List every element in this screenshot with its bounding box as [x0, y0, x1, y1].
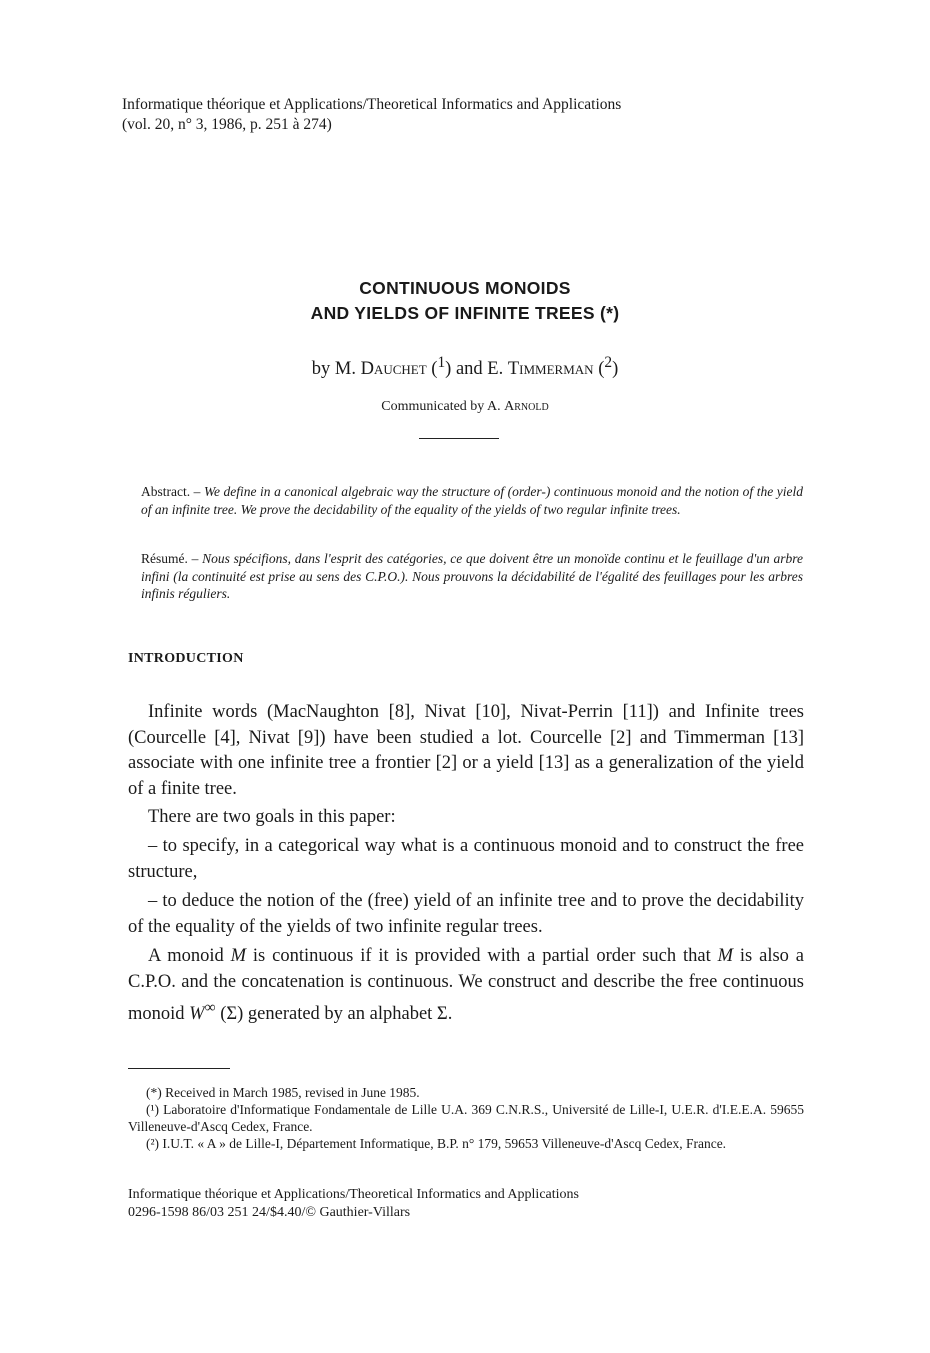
footnote-separator: [128, 1068, 230, 1069]
footnote-affiliation-1: [128, 1101, 804, 1135]
intro-paragraph-1: Infinite words (MacNaughton [8], Nivat [10], Nivat-Perrin [11]) and Infinite trees (Courcelle [4], Nivat [9]) have been studied a lot. Courcelle [2] and Timmerman [13] associate with one infinite tree a frontier [2] or a yield [13] as a generalization of the yield of a finite tree.: [128, 702, 804, 799]
intro-paragraph-3: [128, 944, 804, 1028]
abstract-text: We define in a canonical algebraic way the structure of (order-) continuous monoid and the notion of the yield of an infinite tree. We prove the decidability of the equality of the yields of two regular infinite trees.: [141, 484, 803, 517]
journal-header: [122, 95, 621, 135]
resume-text: Nous spécifions, dans l'esprit des catégories, ce que doivent être un monoïde continu et le feuillage d'un arbre infini (la continuité est prise au sens des C.P.O.). Nous prouvons la décidabilité de l'égalité des feuillages pour les arbres infinis réguliers.: [141, 551, 803, 601]
math-M: M: [717, 946, 734, 966]
footnote-mark: (*): [146, 1085, 162, 1100]
math-W: W: [189, 1004, 205, 1025]
author-timmerman: Timmerman: [507, 359, 594, 380]
title-line-1: CONTINUOUS MONOIDS: [359, 278, 571, 298]
intro-paragraph-2: There are two goals in this paper:: [148, 807, 396, 827]
and-text: and E.: [451, 359, 508, 380]
footnote-affiliation-2: [128, 1135, 804, 1152]
footnote-mark-2: 2: [604, 354, 613, 371]
abstract-english: [141, 483, 803, 518]
communicator-name: Arnold: [504, 399, 549, 414]
footnote-received: [128, 1084, 804, 1101]
journal-volume: (vol. 20, n° 3, 1986, p. 251 à 274): [122, 116, 332, 133]
footnote-mark: (²): [146, 1136, 160, 1151]
title-separator: [419, 438, 499, 439]
footnote-text: Received in March 1985, revised in June 1985.: [161, 1085, 420, 1100]
footnotes: [128, 1084, 804, 1152]
journal-name: Informatique théorique et Applications/Theoretical Informatics and Applications: [122, 96, 622, 113]
math-infinity: ∞: [204, 999, 216, 1016]
resume-label: Résumé. –: [141, 551, 203, 566]
p5-text-c: is also a C.P.O. and the concatenation is continuous. We construct and describe the free continuous monoid: [128, 946, 805, 1025]
author-dauchet: Dauchet: [360, 359, 427, 380]
p5-text-d: (Σ) generated by an alphabet Σ.: [215, 1004, 453, 1025]
intro-goal-1: – to specify, in a categorical way what is a continuous monoid and to construct the free structure,: [128, 836, 804, 882]
footer-issn: 0296-1598 86/03 251 24/$4.40/© Gauthier-Villars: [128, 1205, 411, 1220]
paper-title: [0, 276, 930, 326]
page-footer: [128, 1186, 579, 1222]
p5-text-b: is continuous if it is provided with a partial order such that: [246, 946, 718, 966]
p5-text-a: A monoid: [148, 946, 231, 966]
section-heading: INTRODUCTION: [128, 651, 244, 666]
intro-goal-2: – to deduce the notion of the (free) yield of an infinite tree and to prove the decidability of the equality of the yields of two infinite regular trees.: [128, 891, 804, 937]
title-line-2: AND YIELDS OF INFINITE TREES (*): [310, 303, 620, 323]
communicated-prefix: Communicated by A.: [381, 399, 505, 414]
abstract-french: [141, 550, 803, 603]
math-M: M: [230, 946, 247, 966]
footer-journal: Informatique théorique et Applications/Theoretical Informatics and Applications: [128, 1187, 579, 1202]
footnote-text: Laboratoire d'Informatique Fondamentale de Lille U.A. 369 C.N.R.S., Université de Lille-I, U.E.R. d'I.E.E.A. 59655 Villeneuve-d'Ascq Cedex, France.: [128, 1102, 804, 1134]
by-text: by M.: [311, 359, 361, 380]
author-line: by M. Dauchet ($^1$) and E. Timmerman ($^2$): [311, 354, 619, 380]
footnote-mark: (¹): [146, 1102, 160, 1117]
footnote-text: I.U.T. « A » de Lille-I, Département Informatique, B.P. n° 179, 59653 Villeneuve-d'Ascq Cedex, France.: [159, 1136, 727, 1151]
communicated-by: [0, 399, 930, 415]
abstract-label: Abstract. –: [141, 484, 204, 499]
footnote-mark-1: 1: [437, 354, 446, 371]
